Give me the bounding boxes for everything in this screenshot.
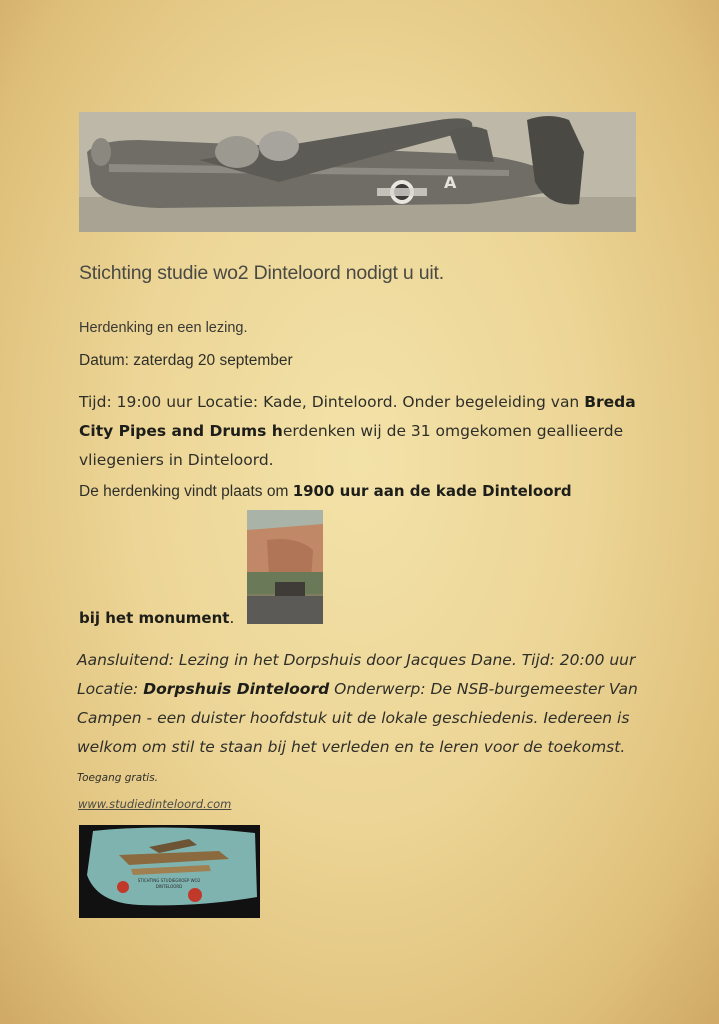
- monument-line: [79, 609, 669, 627]
- monument-dot: .: [229, 609, 235, 627]
- website-link[interactable]: www.studiedinteloord.com: [78, 797, 232, 811]
- venue-name: Dorpshuis Dinteloord: [143, 680, 330, 698]
- admission-note: Toegang gratis.: [77, 772, 159, 784]
- page-title: Stichting studie wo2 Dinteloord nodigt u uit.: [79, 262, 444, 284]
- herdenking-time-place: 1900 uur aan de kade Dinteloord: [292, 482, 572, 500]
- logo-text-line1: STICHTING STUDIEGROEP WO2: [137, 878, 201, 883]
- para2-text-a: Aansluitend: Lezing in het Dorpshuis door Jacques Dane. Tijd: 20:00 uur Locatie:: [77, 651, 636, 698]
- aircraft-marking: A: [444, 173, 457, 192]
- monument-text: bij het monument: [79, 609, 230, 627]
- para1-text-b: erdenken wij de 31 omgekomen geallieerde vliegeniers in Dinteloord.: [79, 422, 624, 469]
- logo-text-line2: DINTELOORD: [155, 884, 183, 889]
- para2-text-b: Onderwerp: De NSB-burgemeester Van Campen - een duister hoofdstuk uit de lokale geschiedenis. Iedereen is welkom om stil te staan bij het verleden en te leren voor de toekomst.: [77, 680, 638, 756]
- bomber-aircraft-photo: [79, 112, 636, 232]
- foundation-logo: [79, 825, 260, 918]
- band-name: Breda City Pipes and Drums h: [79, 393, 636, 440]
- time-location-paragraph: [79, 388, 639, 475]
- lecture-paragraph: [77, 646, 647, 793]
- herdenking-text: De herdenking vindt plaats om: [79, 483, 293, 500]
- intro-line: Herdenking en een lezing.: [79, 320, 248, 336]
- para1-text-a: Tijd: 19:00 uur Locatie: Kade, Dinteloord. Onder begeleiding van: [79, 393, 585, 411]
- monument-photo: [247, 510, 323, 624]
- herdenking-line: [79, 482, 659, 501]
- date-line: Datum: zaterdag 20 september: [79, 352, 293, 369]
